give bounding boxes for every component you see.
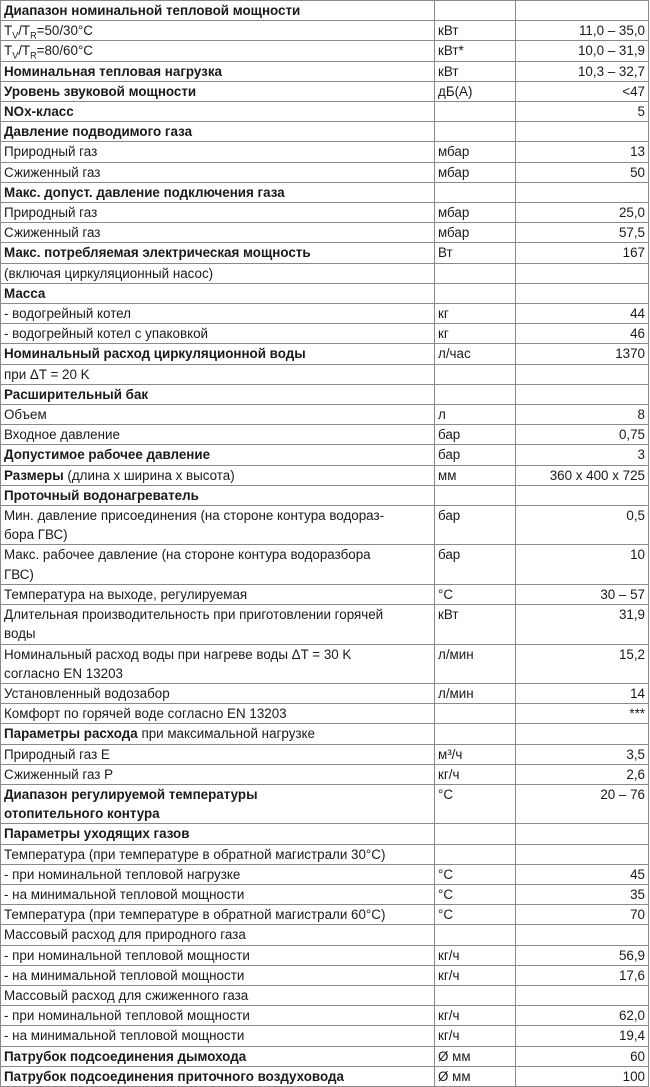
parameter-label: Уровень звуковой мощности	[4, 83, 197, 99]
table-row	[1, 445, 649, 465]
unit-cell: кг/ч	[435, 1006, 516, 1026]
unit-cell: л/мин	[435, 683, 516, 703]
unit-cell	[435, 704, 516, 724]
parameter-label: Параметры расхода	[4, 726, 138, 742]
unit-cell: бар	[435, 506, 516, 545]
table-row	[1, 122, 649, 142]
table-row	[1, 465, 649, 485]
value-cell	[516, 283, 649, 303]
table-row	[1, 644, 649, 683]
unit-cell: кг	[435, 324, 516, 344]
parameter-label: Длительная производительность при приготовлении горячей воды	[4, 607, 384, 642]
parameter-cell	[1, 864, 435, 884]
parameter-cell	[1, 884, 435, 904]
spec-group	[1, 61, 649, 81]
unit-cell: кг/ч	[435, 945, 516, 965]
parameter-label: Допустимое рабочее давление	[4, 447, 211, 463]
value-cell: 1370	[516, 344, 649, 364]
unit-cell: кВт	[435, 61, 516, 81]
parameter-cell	[1, 905, 435, 925]
parameter-cell	[1, 545, 435, 584]
parameter-cell	[1, 506, 435, 545]
spec-group	[1, 824, 649, 1046]
table-row	[1, 81, 649, 101]
parameter-cell	[1, 985, 435, 1005]
table-row	[1, 584, 649, 604]
parameter-label: Природный газ	[4, 144, 98, 160]
table-row	[1, 965, 649, 985]
unit-cell: л/час	[435, 344, 516, 364]
value-cell: 2,6	[516, 764, 649, 784]
parameter-cell	[1, 824, 435, 844]
value-cell: 10,0 – 31,9	[516, 41, 649, 61]
parameter-label: - на минимальной тепловой мощности	[4, 967, 245, 983]
table-row	[1, 784, 649, 823]
parameter-label: - водогрейный котел с упаковкой	[4, 326, 209, 342]
parameter-cell	[1, 1066, 435, 1086]
table-row	[1, 425, 649, 445]
parameter-cell	[1, 81, 435, 101]
value-cell	[516, 985, 649, 1005]
parameter-label: Номинальный расход циркуляционной воды	[4, 346, 306, 362]
value-cell: <47	[516, 81, 649, 101]
unit-cell	[435, 263, 516, 283]
parameter-cell	[1, 122, 435, 142]
table-row	[1, 704, 649, 724]
parameter-cell	[1, 162, 435, 182]
unit-cell: кВт	[435, 605, 516, 644]
value-cell	[516, 1, 649, 21]
parameter-cell	[1, 1006, 435, 1026]
parameter-cell	[1, 945, 435, 965]
parameter-label: Сжиженный газ	[4, 225, 101, 241]
parameter-suffix: при максимальной нагрузке	[137, 726, 315, 742]
parameter-label: Природный газ	[4, 205, 98, 221]
parameter-label: - водогрейный котел	[4, 306, 131, 322]
parameter-label: Расширительный бак	[4, 386, 149, 402]
value-cell: 13	[516, 142, 649, 162]
unit-cell	[435, 384, 516, 404]
table-row	[1, 1026, 649, 1046]
parameter-cell	[1, 465, 435, 485]
value-cell: 62,0	[516, 1006, 649, 1026]
parameter-cell	[1, 1046, 435, 1066]
table-row	[1, 263, 649, 283]
table-row	[1, 724, 649, 744]
value-cell: 3,5	[516, 744, 649, 764]
spec-group	[1, 485, 649, 723]
parameter-label: Проточный водонагреватель	[4, 487, 199, 503]
value-cell: 360 x 400 x 725	[516, 465, 649, 485]
parameter-cell	[1, 41, 435, 61]
table-row	[1, 182, 649, 202]
table-row	[1, 945, 649, 965]
value-cell: 45	[516, 864, 649, 884]
parameter-cell	[1, 744, 435, 764]
parameter-cell	[1, 324, 435, 344]
parameter-label: Комфорт по горячей воде согласно EN 13203	[4, 706, 287, 722]
parameter-label: Параметры уходящих газов	[4, 826, 190, 842]
table-row	[1, 61, 649, 81]
value-cell: 19,4	[516, 1026, 649, 1046]
parameter-cell	[1, 223, 435, 243]
spec-group	[1, 1046, 649, 1066]
value-cell: 167	[516, 243, 649, 263]
parameter-cell	[1, 203, 435, 223]
value-cell	[516, 364, 649, 384]
spec-group	[1, 182, 649, 243]
parameter-label: Патрубок подсоединения дымохода	[4, 1048, 247, 1064]
value-cell: 10	[516, 545, 649, 584]
table-row	[1, 925, 649, 945]
value-cell: 17,6	[516, 965, 649, 985]
value-cell: 35	[516, 884, 649, 904]
parameter-label: - при номинальной тепловой мощности	[4, 947, 250, 963]
value-cell: 10,3 – 32,7	[516, 61, 649, 81]
parameter-label: Макс. потребляемая электрическая мощность	[4, 245, 311, 261]
unit-cell: Ø мм	[435, 1066, 516, 1086]
value-cell: 0,5	[516, 506, 649, 545]
value-cell: 14	[516, 683, 649, 703]
spec-group	[1, 122, 649, 183]
unit-cell: кг/ч	[435, 764, 516, 784]
table-row	[1, 283, 649, 303]
parameter-cell	[1, 384, 435, 404]
unit-cell	[435, 925, 516, 945]
unit-cell	[435, 283, 516, 303]
spec-group	[1, 384, 649, 445]
parameter-suffix: (длина x ширина x высота)	[63, 467, 235, 483]
unit-cell	[435, 824, 516, 844]
spec-group	[1, 445, 649, 465]
spec-group	[1, 102, 649, 122]
unit-cell	[435, 985, 516, 1005]
table-row	[1, 864, 649, 884]
parameter-label: Давление подводимого газа	[4, 124, 193, 140]
parameter-cell	[1, 485, 435, 505]
value-cell: 50	[516, 162, 649, 182]
table-row	[1, 243, 649, 263]
table-row	[1, 1066, 649, 1086]
unit-cell: °C	[435, 905, 516, 925]
parameter-label: Размеры	[4, 467, 64, 483]
table-row	[1, 223, 649, 243]
value-cell	[516, 263, 649, 283]
parameter-cell	[1, 925, 435, 945]
parameter-cell	[1, 21, 435, 41]
value-cell: 20 – 76	[516, 784, 649, 823]
table-row	[1, 304, 649, 324]
table-row	[1, 545, 649, 584]
parameter-cell	[1, 61, 435, 81]
table-row	[1, 485, 649, 505]
parameter-label: Масса	[4, 285, 46, 301]
unit-cell: °C	[435, 864, 516, 884]
parameter-cell	[1, 844, 435, 864]
table-row	[1, 824, 649, 844]
value-cell: 46	[516, 324, 649, 344]
value-cell: 56,9	[516, 945, 649, 965]
unit-cell: мм	[435, 465, 516, 485]
table-row	[1, 506, 649, 545]
parameter-cell	[1, 283, 435, 303]
parameter-cell	[1, 304, 435, 324]
table-row	[1, 905, 649, 925]
unit-cell: л	[435, 405, 516, 425]
unit-cell: мбар	[435, 162, 516, 182]
parameter-label: при ΔT = 20 K	[4, 366, 90, 382]
value-cell: 44	[516, 304, 649, 324]
parameter-label: Сжиженный газ	[4, 164, 101, 180]
parameter-label: Природный газ Е	[4, 746, 110, 762]
table-row	[1, 405, 649, 425]
table-row	[1, 1046, 649, 1066]
spec-group	[1, 1, 649, 62]
value-cell	[516, 485, 649, 505]
value-cell: 5	[516, 102, 649, 122]
value-cell	[516, 122, 649, 142]
parameter-cell	[1, 605, 435, 644]
table-row	[1, 1, 649, 21]
formula-value: 50/30°C	[44, 23, 93, 39]
temperature-formula: $T_V/T_R=80/60^\circ C$	[4, 43, 93, 62]
parameter-cell	[1, 405, 435, 425]
value-cell	[516, 844, 649, 864]
parameter-cell	[1, 1026, 435, 1046]
table-row	[1, 764, 649, 784]
value-cell	[516, 925, 649, 945]
unit-cell	[435, 364, 516, 384]
parameter-label: Объем	[4, 407, 47, 423]
unit-cell: дБ(А)	[435, 81, 516, 101]
parameter-label: Входное давление	[4, 427, 120, 443]
parameter-label: (включая циркуляционный насос)	[4, 265, 214, 281]
parameter-cell	[1, 704, 435, 724]
parameter-cell	[1, 764, 435, 784]
unit-cell: °C	[435, 784, 516, 823]
value-cell	[516, 824, 649, 844]
formula-value: 80/60°C	[44, 43, 93, 59]
parameter-label: Диапазон регулируемой температуры отопительного контура	[4, 786, 258, 822]
table-row	[1, 985, 649, 1005]
parameter-cell	[1, 965, 435, 985]
unit-cell: кВт	[435, 21, 516, 41]
parameter-label: - при номинальной тепловой нагрузке	[4, 866, 241, 882]
table-row	[1, 364, 649, 384]
parameter-cell	[1, 182, 435, 202]
spec-group	[1, 344, 649, 384]
unit-cell: м³/ч	[435, 744, 516, 764]
spec-group	[1, 724, 649, 785]
unit-cell	[435, 844, 516, 864]
parameter-label: Температура (при температуре в обратной магистрали 30°C)	[4, 846, 386, 862]
temperature-formula: $T_V/T_R=50/30^\circ C$	[4, 23, 93, 41]
spec-group	[1, 465, 649, 485]
value-cell: 0,75	[516, 425, 649, 445]
value-cell: 15,2	[516, 644, 649, 683]
value-cell	[516, 182, 649, 202]
parameter-cell	[1, 344, 435, 364]
value-cell: 70	[516, 905, 649, 925]
parameter-cell	[1, 425, 435, 445]
parameter-cell	[1, 445, 435, 465]
table-row	[1, 162, 649, 182]
parameter-label: Температура на выходе, регулируемая	[4, 586, 248, 602]
parameter-label: Номинальный расход воды при нагреве воды ΔT = 30 K согласно EN 13203	[4, 646, 352, 681]
spec-group	[1, 784, 649, 823]
parameter-label: Номинальная тепловая нагрузка	[4, 63, 222, 79]
value-cell: 3	[516, 445, 649, 465]
unit-cell: Ø мм	[435, 1046, 516, 1066]
value-cell: 25,0	[516, 203, 649, 223]
unit-cell	[435, 724, 516, 744]
parameter-label: Патрубок подсоединения приточного воздуховода	[4, 1068, 344, 1084]
unit-cell: бар	[435, 445, 516, 465]
parameter-label: Массовый расход для сжиженного газа	[4, 987, 249, 1003]
value-cell	[516, 384, 649, 404]
value-cell: 31,9	[516, 605, 649, 644]
unit-cell	[435, 485, 516, 505]
parameter-label: Температура (при температуре в обратной магистрали 60°C)	[4, 907, 386, 923]
parameter-cell	[1, 102, 435, 122]
parameter-cell	[1, 1, 435, 21]
parameter-cell	[1, 724, 435, 744]
unit-cell: кг/ч	[435, 965, 516, 985]
value-cell: 8	[516, 405, 649, 425]
table-row	[1, 605, 649, 644]
parameter-label: Макс. рабочее давление (на стороне контура водоразбора ГВС)	[4, 547, 371, 582]
table-row	[1, 41, 649, 61]
unit-cell: л/мин	[435, 644, 516, 683]
table-row	[1, 203, 649, 223]
parameter-cell	[1, 364, 435, 384]
parameter-label: Мин. давление присоединения (на стороне контура водораз- бора ГВС)	[4, 508, 385, 543]
unit-cell: бар	[435, 545, 516, 584]
value-cell: 11,0 – 35,0	[516, 21, 649, 41]
spec-group	[1, 283, 649, 344]
value-cell: 30 – 57	[516, 584, 649, 604]
table-row	[1, 1006, 649, 1026]
parameter-cell	[1, 644, 435, 683]
unit-cell: мбар	[435, 223, 516, 243]
parameter-cell	[1, 784, 435, 823]
unit-cell: Вт	[435, 243, 516, 263]
unit-cell: бар	[435, 425, 516, 445]
unit-cell: °C	[435, 884, 516, 904]
unit-cell: кВт*	[435, 41, 516, 61]
parameter-label: NOx-класс	[4, 104, 74, 120]
table-row	[1, 683, 649, 703]
spec-group	[1, 1066, 649, 1086]
unit-cell: мбар	[435, 142, 516, 162]
parameter-label: - при номинальной тепловой мощности	[4, 1008, 250, 1024]
unit-cell: °C	[435, 584, 516, 604]
table-row	[1, 102, 649, 122]
value-cell: ***	[516, 704, 649, 724]
parameter-cell	[1, 263, 435, 283]
table-row	[1, 344, 649, 364]
parameter-label: Диапазон номинальной тепловой мощности	[4, 3, 301, 18]
table-row	[1, 21, 649, 41]
table-row	[1, 844, 649, 864]
parameter-label: Сжиженный газ Р	[4, 766, 114, 782]
unit-cell: мбар	[435, 203, 516, 223]
value-cell: 60	[516, 1046, 649, 1066]
unit-cell	[435, 102, 516, 122]
table-row	[1, 384, 649, 404]
unit-cell	[435, 182, 516, 202]
parameter-label: Установленный водозабор	[4, 685, 170, 701]
table-row	[1, 744, 649, 764]
unit-cell	[435, 1, 516, 21]
spec-group	[1, 243, 649, 283]
table-row	[1, 324, 649, 344]
value-cell	[516, 724, 649, 744]
parameter-cell	[1, 243, 435, 263]
parameter-label: Макс. допуст. давление подключения газа	[4, 184, 285, 200]
unit-cell: кг/ч	[435, 1026, 516, 1046]
spec-group	[1, 81, 649, 101]
parameter-label: - на минимальной тепловой мощности	[4, 886, 245, 902]
parameter-cell	[1, 584, 435, 604]
parameter-label: Массовый расход для природного газа	[4, 927, 246, 943]
table-row	[1, 142, 649, 162]
parameter-cell	[1, 683, 435, 703]
parameter-label: - на минимальной тепловой мощности	[4, 1028, 245, 1044]
unit-cell	[435, 122, 516, 142]
unit-cell: кг	[435, 304, 516, 324]
value-cell: 57,5	[516, 223, 649, 243]
value-cell: 100	[516, 1066, 649, 1086]
parameter-cell	[1, 142, 435, 162]
table-row	[1, 884, 649, 904]
